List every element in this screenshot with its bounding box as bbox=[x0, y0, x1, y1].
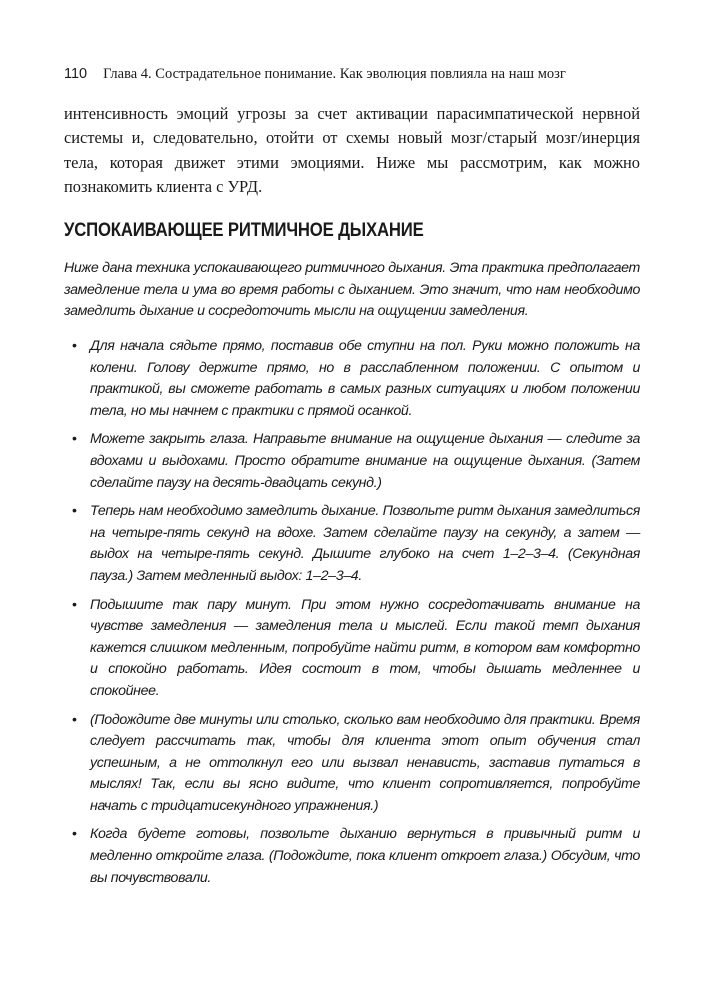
bullet-mark: • bbox=[72, 338, 77, 354]
running-head bbox=[64, 66, 640, 83]
bullet-mark: • bbox=[72, 826, 77, 843]
list-item-text: Для начала сядьте прямо, поставив обе ступни на пол. Руки можно положить на колени. Голову держите прямо, но в расслабленном положении. С опытом и практикой, вы сможете работать в самых разных ситуациях и любом положении тела, но мы начнем с практики с прямой осанкой. bbox=[90, 338, 640, 419]
list-item-text: Подышите так пару минут. При этом нужно сосредотачивать внимание на чувстве замедления — замедления тела и мыслей. Если такой темп дыхания кажется слишком медленным, попробуйте найти ритм, в котором вам комфортно и спокойно работать. Идея состоит в том, чтобы дышать медленнее и спокойнее. bbox=[90, 596, 640, 699]
list-item bbox=[64, 595, 640, 703]
list-item bbox=[64, 501, 640, 587]
list-item-text: Когда будете готовы, позвольте дыханию вернуться в привычный ритм и медленно откройте глаза. (Подождите, пока клиент откроет глаза.) Обсудим, что вы почувствовали. bbox=[90, 826, 640, 886]
intro-paragraph: Ниже дана техника успокаивающего ритмичного дыхания. Эта практика предполагает замедление тела и ума во время работы с дыханием. Это значит, что нам необходимо замедлить дыхание и сосредоточить мысли на ощущении замедления. bbox=[64, 260, 640, 320]
list-item bbox=[64, 429, 640, 494]
page-number: 110 bbox=[64, 66, 88, 82]
list-item-text: Можете закрыть глаза. Направьте внимание на ощущение дыхания — следите за вдохами и выдохами. Просто обратите внимание на ощущение дыхания. (Затем сделайте паузу на десять-двадцать секунд.) bbox=[90, 431, 640, 491]
chapter-title: Глава 4. Сострадательное понимание. Как эволюция повлияла на наш мозг bbox=[103, 66, 566, 82]
section-heading: УСПОКАИВАЮЩЕЕ РИТМИЧНОЕ ДЫХАНИЕ bbox=[64, 220, 424, 241]
bullet-mark: • bbox=[72, 503, 77, 520]
list-item-text: (Подождите две минуты или столько, сколько вам необходимо для практики. Время следует рассчитать так, чтобы для клиента этот опыт обучения стал успешным, а не оттолкнул его или вызвал ненависть, заставив путаться в мыслях! Так, если вы ясно видите, что клиент сопротивляется, попробуйте начать с тридцатисекундного упражнения.) bbox=[90, 711, 640, 814]
body-paragraph: интенсивность эмоций угрозы за счет активации парасимпатической нервной системы и, следовательно, отойти от схемы новый мозг/старый мозг/инерция тела, которая движет этими эмоциями. Ниже мы рассмотрим, как можно познакомить клиента с УРД. bbox=[64, 104, 640, 196]
bullet-mark: • bbox=[72, 596, 77, 613]
list-item bbox=[64, 824, 640, 889]
bullet-mark: • bbox=[72, 711, 77, 728]
list-item-text: Теперь нам необходимо замедлить дыхание. Позвольте ритм дыхания замедлиться на четыре-пять секунд на вдохе. Затем сделайте паузу на секунду, а затем — выдох на четыре-пять секунд. Дышите глубоко на счет 1–2–3–4. (Секундная пауза.) Затем медленный выдох: 1–2–3–4. bbox=[90, 503, 641, 584]
bullet-list bbox=[64, 336, 640, 896]
list-item bbox=[64, 710, 640, 818]
bullet-mark: • bbox=[72, 431, 77, 448]
list-item bbox=[64, 336, 640, 422]
